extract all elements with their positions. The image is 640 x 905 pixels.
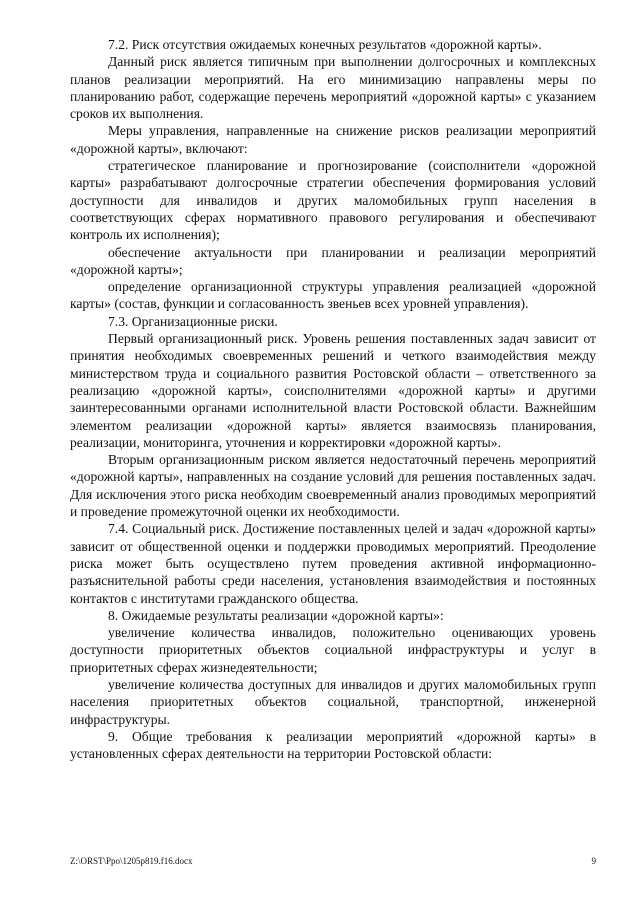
- file-path: Z:\ORST\Ppo\1205p819.f16.docx: [70, 856, 193, 866]
- paragraph-risk-description: Данный риск является типичным при выполнении долгосрочных и комплексных планов реализации мероприятий. На его минимизацию направлены меры по планированию работ, содержащие перечень мероприятий «дорожной карты» с указанием сроков их выполнения.: [70, 54, 596, 122]
- paragraph-second-org-risk: Вторым организационным риском является недостаточный перечень мероприятий «дорожной карты», направленных на создание условий для решения поставленных задач. Для исключения этого риска необходим своевременный анализ проводимых мероприятий и проведение промежуточной оценки их необходимости.: [70, 452, 596, 520]
- section-heading-9: 9. Общие требования к реализации мероприятий «дорожной карты» в установленных сферах деятельности на территории Ростовской области:: [70, 728, 596, 762]
- section-heading-7-3: 7.3. Организационные риски.: [108, 313, 278, 329]
- section-heading-8: 8. Ожидаемые результаты реализации «дорожной карты»:: [108, 607, 444, 623]
- paragraph-management-measures: Меры управления, направленные на снижение рисков реализации мероприятий «дорожной карты», включают:: [70, 123, 596, 156]
- page-number: 9: [591, 856, 596, 866]
- list-item-strategic-planning: стратегическое планирование и прогнозирование (соисполнители «дорожной карты» разрабатывают долгосрочные стратегии обеспечения формирования условий доступности для инвалидов и других маломобильных групп населения в соответствующих сферах нормативного правового регулирования и обеспечивают контроль их исполнения);: [70, 158, 596, 243]
- section-heading-7-2: 7.2. Риск отсутствия ожидаемых конечных результатов «дорожной карты».: [108, 37, 542, 52]
- document-page: [70, 36, 596, 762]
- list-item-relevance: обеспечение актуальности при планировании и реализации мероприятий «дорожной карты»;: [70, 244, 596, 277]
- list-item-expected-result-2: увеличение количества доступных для инвалидов и других маломобильных групп населения приоритетных объектов социальной, транспортной, инженерной инфраструктуры.: [70, 676, 596, 727]
- paragraph-first-org-risk: Первый организационный риск. Уровень решения поставленных задач зависит от принятия необходимых своевременных решений и четкого взаимодействия между министерством труда и социального развития Ростовской области – ответственного за реализацию «дорожной карты», соисполнителями «дорожной карты» и другими заинтересованными органами исполнительной власти Ростовской области. Важнейшим элементом реализации «дорожной карты» является взаимосвязь планирования, реализации, мониторинга, уточнения и корректировки «дорожной карты».: [70, 331, 596, 450]
- list-item-org-structure: определение организационной структуры управления реализацией «дорожной карты» (состав, функции и согласованность звеньев всех уровней управления).: [70, 279, 596, 312]
- paragraph-social-risk: 7.4. Социальный риск. Достижение поставленных целей и задач «дорожной карты» зависит от общественной оценки и поддержки проводимых мероприятий. Преодоление риска может быть осуществлено путем проведения активной информационно-разъяснительной работы среди населения, установления взаимодействия и постоянных контактов с институтами гражданского общества.: [70, 521, 596, 606]
- list-item-expected-result-1: увеличение количества инвалидов, положительно оценивающих уровень доступности приоритетных объектов социальной инфраструктуры и услуг в приоритетных сферах жизнедеятельности;: [70, 625, 596, 675]
